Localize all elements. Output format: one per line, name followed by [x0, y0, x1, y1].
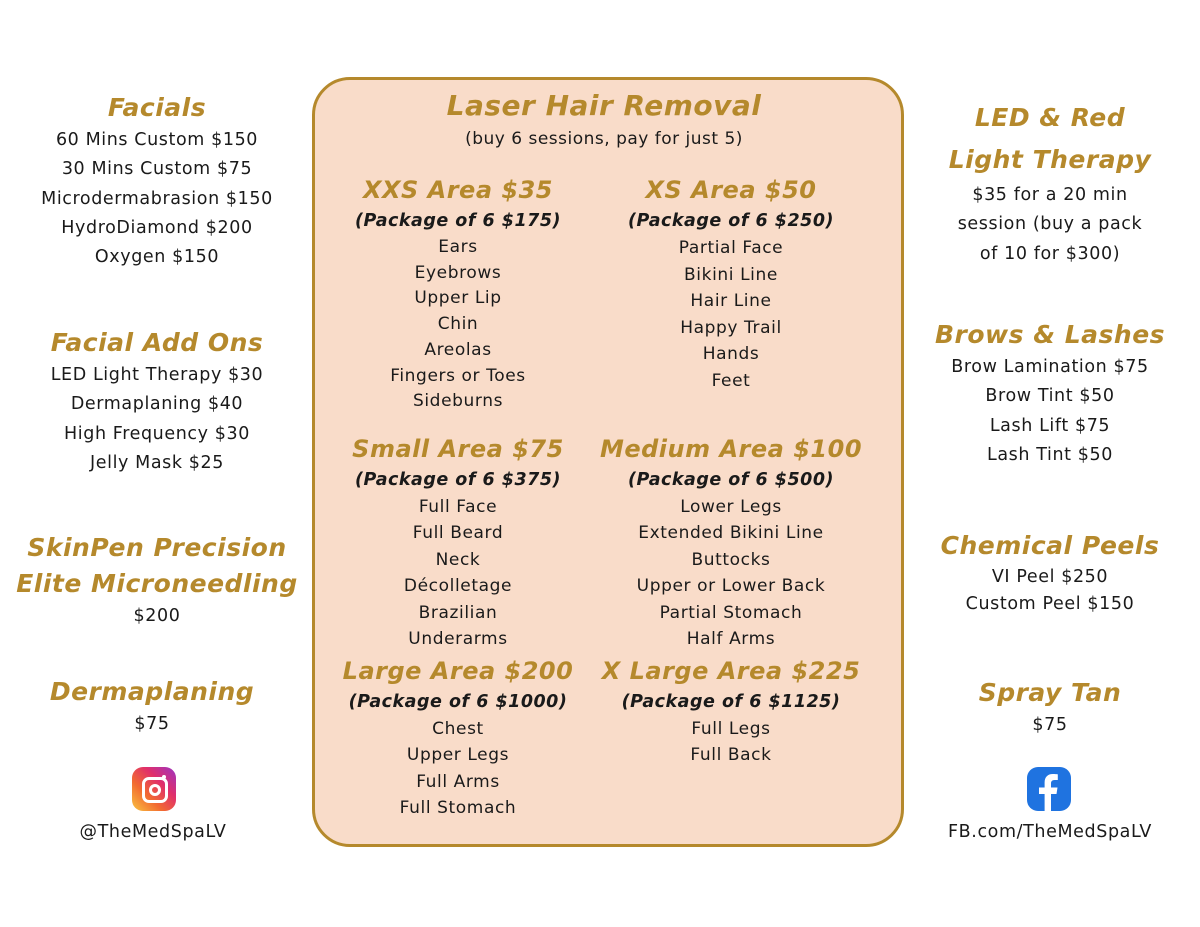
- spray-title: Spray Tan: [978, 678, 1122, 707]
- area-item: Décolletage: [403, 576, 513, 597]
- dermaplaning-price: $75: [134, 714, 170, 734]
- area-package: (Package of 6 $1000): [348, 692, 568, 712]
- addon-item: Dermaplaning $40: [70, 394, 244, 415]
- area-item: Hair Line: [690, 291, 772, 312]
- area-item: Ears: [438, 237, 478, 257]
- area-item: Full Stomach: [399, 798, 517, 819]
- area-item: Underarms: [408, 629, 508, 650]
- area-item: Upper or Lower Back: [636, 576, 826, 597]
- area-item: Neck: [435, 549, 481, 570]
- brows-item: Lash Tint $50: [987, 444, 1113, 465]
- facebook-handle[interactable]: FB.com/TheMedSpaLV: [948, 822, 1152, 842]
- facials-title: Facials: [107, 93, 207, 122]
- area-item: Upper Lip: [414, 288, 502, 309]
- area-title: Small Area $75: [352, 435, 564, 463]
- led-title-line1: LED & Red: [974, 103, 1126, 132]
- skinpen-section: [0, 530, 314, 631]
- instagram-icon[interactable]: [132, 767, 176, 811]
- area-package: (Package of 6 $500): [627, 470, 835, 490]
- facials-item: Microdermabrasion $150: [41, 188, 273, 209]
- brows-section: [900, 317, 1200, 470]
- facials-item: 30 Mins Custom $75: [61, 159, 253, 180]
- skinpen-title-line2: Elite Microneedling: [16, 569, 298, 598]
- addon-item: High Frequency $30: [64, 423, 250, 444]
- area-item: Full Legs: [691, 719, 771, 739]
- area-item: Happy Trail: [680, 317, 782, 338]
- facial-addons-section: [0, 325, 314, 478]
- brows-title: Brows & Lashes: [934, 320, 1166, 349]
- facials-item: HydroDiamond $200: [61, 217, 253, 238]
- skinpen-title-line1: SkinPen Precision: [27, 533, 287, 562]
- area-package: (Package of 6 $1125): [621, 692, 841, 712]
- area-medium: [596, 432, 866, 652]
- area-package: (Package of 6 $375): [354, 470, 562, 490]
- facial-addons-title: Facial Add Ons: [50, 328, 264, 357]
- area-title: Large Area $200: [342, 657, 574, 685]
- area-item: Partial Face: [678, 238, 784, 258]
- facebook-icon[interactable]: [1027, 767, 1071, 811]
- area-title: Medium Area $100: [599, 435, 863, 463]
- area-item: Full Back: [690, 745, 772, 766]
- area-title: XXS Area $35: [363, 176, 553, 204]
- area-package: (Package of 6 $175): [354, 211, 562, 231]
- brows-item: Lash Lift $75: [989, 415, 1111, 436]
- area-item: Feet: [711, 370, 751, 391]
- area-item: Sideburns: [412, 391, 504, 412]
- area-item: Upper Legs: [406, 745, 510, 766]
- spray-section: [900, 675, 1200, 740]
- facials-section: [0, 90, 314, 272]
- area-small: [330, 432, 586, 652]
- peels-item: VI Peel $250: [991, 567, 1109, 587]
- area-item: Eyebrows: [414, 262, 502, 283]
- facials-item: 60 Mins Custom $150: [55, 130, 259, 150]
- area-title: XS Area $50: [645, 176, 817, 204]
- dermaplaning-section: [0, 674, 314, 739]
- led-section: [900, 97, 1200, 269]
- area-title: X Large Area $225: [601, 657, 861, 685]
- area-item: Chin: [437, 314, 479, 335]
- area-item: Lower Legs: [680, 497, 782, 517]
- area-item: Full Face: [418, 497, 498, 517]
- area-item: Chest: [432, 719, 484, 739]
- brows-item: Brow Lamination $75: [951, 357, 1149, 377]
- area-item: Hands: [702, 344, 760, 365]
- brows-item: Brow Tint $50: [985, 386, 1115, 407]
- peels-item: Custom Peel $150: [965, 594, 1135, 614]
- instagram-handle[interactable]: @TheMedSpaLV: [79, 822, 227, 842]
- addon-item: LED Light Therapy $30: [50, 365, 264, 385]
- area-item: Buttocks: [691, 549, 771, 570]
- peels-title: Chemical Peels: [940, 531, 1160, 560]
- area-item: Partial Stomach: [659, 602, 803, 623]
- area-item: Brazilian: [418, 602, 498, 623]
- area-xxs: [330, 173, 586, 415]
- led-line: of 10 for $300): [979, 243, 1121, 264]
- area-xlarge: [596, 654, 866, 769]
- led-line: $35 for a 20 min: [972, 185, 1128, 205]
- facials-item: Oxygen $150: [94, 247, 220, 268]
- area-item: Extended Bikini Line: [638, 523, 824, 544]
- laser-subtitle: (buy 6 sessions, pay for just 5): [465, 129, 743, 149]
- skinpen-price: $200: [133, 606, 181, 626]
- area-item: Half Arms: [686, 629, 776, 650]
- area-xs: [596, 173, 866, 395]
- spray-price: $75: [1032, 715, 1068, 735]
- area-item: Fingers or Toes: [390, 365, 526, 386]
- area-large: [330, 654, 586, 822]
- led-title-line2: Light Therapy: [948, 145, 1152, 174]
- dermaplaning-title: Dermaplaning: [49, 677, 255, 706]
- area-item: Bikini Line: [684, 264, 778, 285]
- area-package: (Package of 6 $250): [627, 211, 835, 231]
- addon-item: Jelly Mask $25: [89, 452, 224, 473]
- laser-title: Laser Hair Removal: [446, 89, 762, 122]
- area-item: Full Beard: [412, 523, 504, 544]
- area-item: Full Arms: [416, 771, 500, 792]
- peels-section: [900, 528, 1200, 618]
- area-item: Areolas: [424, 339, 492, 360]
- led-line: session (buy a pack: [957, 214, 1143, 235]
